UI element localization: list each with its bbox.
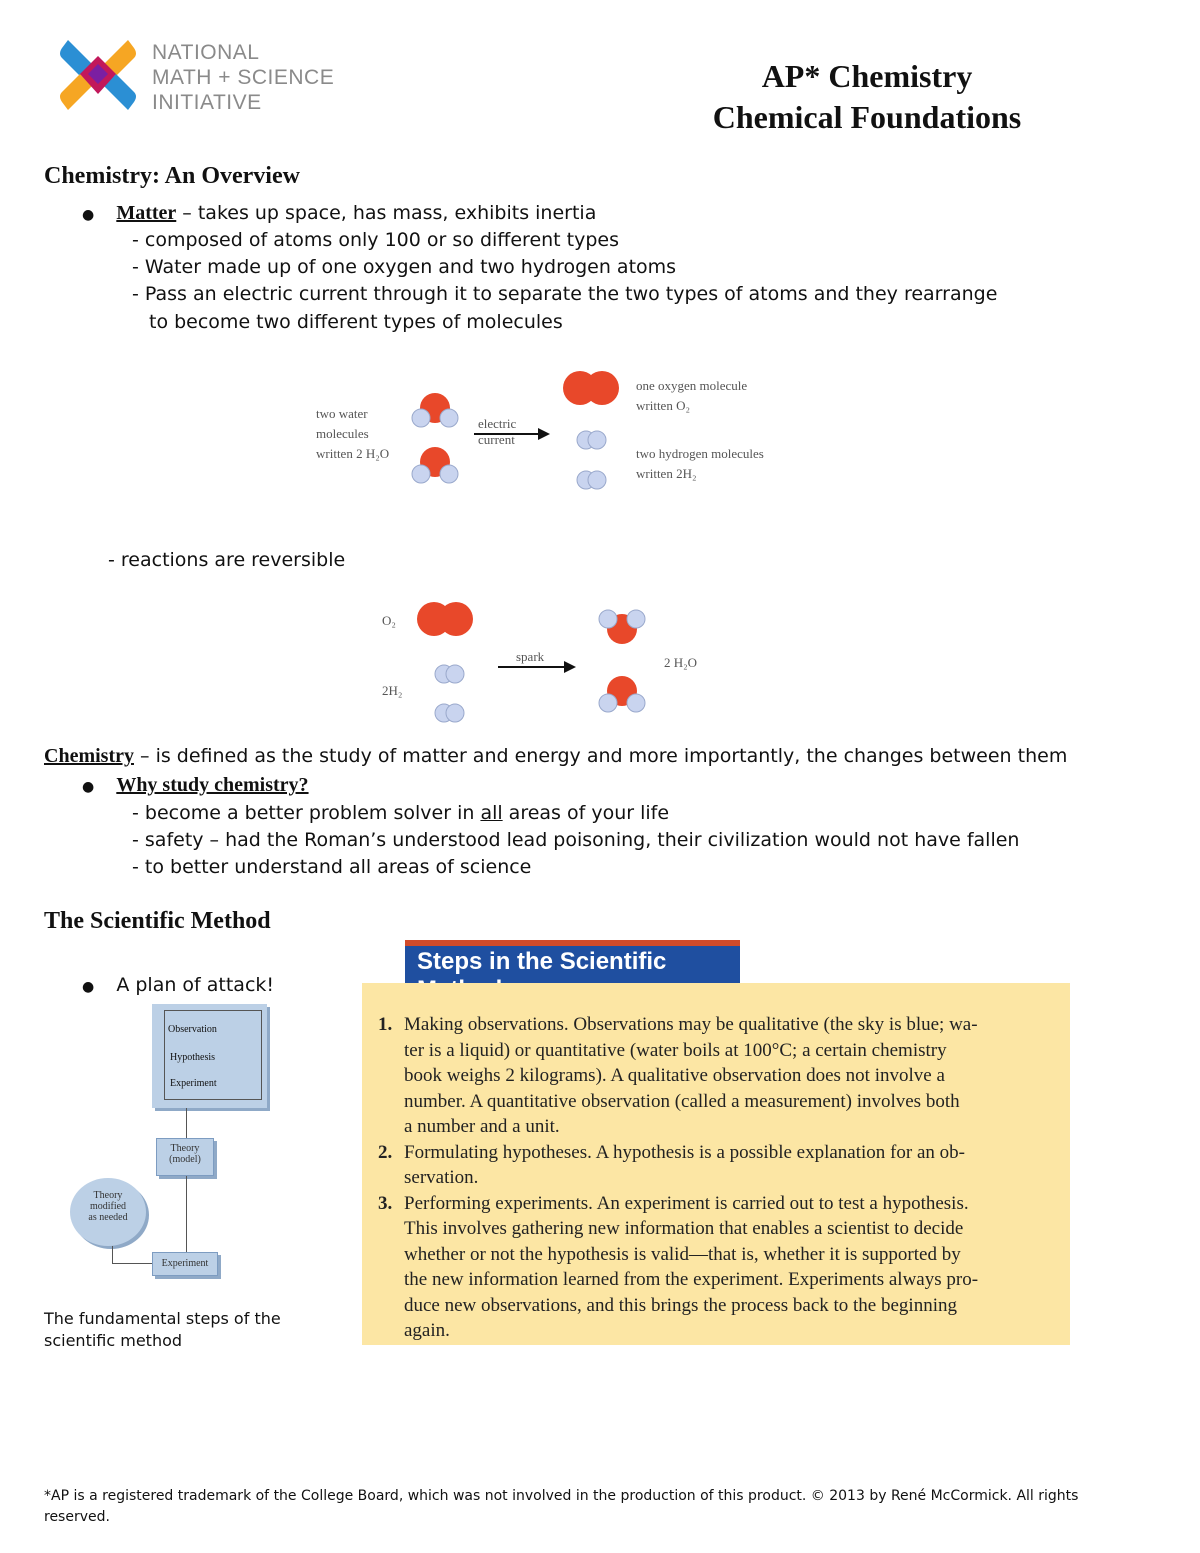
why-point-1-pre: - become a better problem solver in bbox=[132, 802, 481, 824]
steps-list bbox=[378, 1012, 1054, 1344]
step-line: the new information learned from the experiment. Experiments always pro- bbox=[404, 1269, 979, 1290]
footer-line-1: *AP is a registered trademark of the College Board, which was not involved in the production of this product. © 2013 by René McCormick. All rights bbox=[44, 1488, 1079, 1504]
fig1-right-top-line: one oxygen molecule bbox=[636, 378, 748, 393]
fig1-left-label-line: molecules bbox=[316, 426, 369, 441]
why-point-3: - to better understand all areas of science bbox=[132, 856, 532, 878]
fig1-arrow-label-line: current bbox=[478, 432, 515, 447]
electrolysis-figure bbox=[300, 360, 820, 500]
caption-line: scientific method bbox=[44, 1331, 183, 1350]
plan-of-attack-text: A plan of attack! bbox=[116, 974, 275, 996]
step-2 bbox=[378, 1140, 1054, 1191]
section-heading-method: The Scientific Method bbox=[44, 908, 271, 934]
flow-connector bbox=[186, 1108, 187, 1138]
step-line: Formulating hypotheses. A hypothesis is a possible explanation for an ob- bbox=[404, 1141, 965, 1163]
why-study-heading: Why study chemistry? bbox=[116, 774, 309, 796]
flow-experiment-top: Experiment bbox=[170, 1078, 217, 1089]
logo-line-1: NATIONAL bbox=[152, 41, 260, 64]
reversible-note: - reactions are reversible bbox=[108, 549, 346, 571]
logo-text bbox=[152, 40, 334, 115]
matter-definition: – takes up space, has mass, exhibits inertia bbox=[176, 202, 597, 224]
why-point-1-post: areas of your life bbox=[502, 802, 670, 824]
flow-theory-line: (model) bbox=[169, 1154, 201, 1165]
flow-modify-line: as needed bbox=[88, 1212, 128, 1223]
bullet-icon: ● bbox=[82, 979, 95, 995]
spark-reaction-figure bbox=[370, 595, 730, 725]
logo-line-3: INITIATIVE bbox=[152, 91, 262, 114]
bullet-icon: ● bbox=[82, 779, 95, 795]
why-point-2: - safety – had the Roman’s understood lead poisoning, their civilization would not have fallen bbox=[132, 829, 1020, 851]
flow-modify-line: modified bbox=[89, 1201, 127, 1212]
fig2-h2-label: 2H₂ bbox=[382, 683, 403, 698]
flow-modify-line: Theory bbox=[93, 1190, 123, 1201]
flow-theory-line: Theory bbox=[170, 1143, 200, 1154]
flow-observation: Observation bbox=[168, 1024, 217, 1035]
matter-point-3: - Pass an electric current through it to separate the two types of atoms and they rearrange bbox=[132, 283, 998, 305]
chemistry-term: Chemistry bbox=[44, 745, 134, 767]
nmsi-logo bbox=[58, 36, 138, 114]
water-molecules-icon bbox=[405, 378, 465, 493]
fig1-right-top-label bbox=[636, 376, 747, 416]
matter-bullet bbox=[82, 200, 596, 229]
fig1-right-bottom-label bbox=[636, 444, 764, 484]
logo-line-2: MATH + SCIENCE bbox=[152, 66, 335, 89]
step-line: Performing experiments. An experiment is carried out to test a hypothesis. bbox=[404, 1192, 969, 1214]
step-number: 3. bbox=[378, 1192, 393, 1214]
flow-connector bbox=[112, 1263, 152, 1264]
footer-note bbox=[44, 1486, 1154, 1528]
product-water-icon bbox=[594, 605, 654, 721]
fig2-o2-label: O₂ bbox=[382, 613, 396, 628]
step-line: book weighs 2 kilograms). A qualitative observation does not involve a bbox=[404, 1065, 945, 1086]
fig1-arrow-label-line: electric bbox=[478, 416, 517, 431]
footer-line-2: reserved. bbox=[44, 1509, 110, 1525]
fig1-left-label-line: written 2 H₂O bbox=[316, 446, 390, 461]
step-number: 2. bbox=[378, 1141, 393, 1163]
flow-connector bbox=[112, 1246, 113, 1264]
step-line: duce new observations, and this brings the process back to the beginning bbox=[404, 1294, 957, 1316]
step-line: Making observations. Observations may be qualitative (the sky is blue; wa- bbox=[404, 1014, 978, 1035]
arrow-right-icon bbox=[496, 659, 578, 675]
flow-experiment-bottom: Experiment bbox=[152, 1252, 218, 1276]
fig1-right-top-line: written O₂ bbox=[636, 398, 690, 413]
step-3 bbox=[378, 1191, 1054, 1344]
fig1-right-bottom-line: written 2H₂ bbox=[636, 466, 697, 481]
title-line-1: AP* Chemistry bbox=[761, 58, 973, 94]
flow-theory bbox=[156, 1138, 214, 1176]
chemistry-def-text: – is defined as the study of matter and energy and more importantly, the changes between them bbox=[133, 745, 1068, 767]
why-study-bullet bbox=[82, 772, 309, 801]
fig1-left-label bbox=[316, 404, 389, 464]
plan-of-attack-bullet bbox=[82, 972, 274, 1001]
why-point-1-underlined: all bbox=[480, 802, 503, 824]
fig2-arrow-label: spark bbox=[516, 649, 545, 664]
step-number: 1. bbox=[378, 1014, 393, 1035]
flow-theory-modified bbox=[70, 1178, 146, 1246]
logo-mark-icon bbox=[58, 36, 138, 114]
fig1-left-label-line: two water bbox=[316, 406, 368, 421]
steps-box-title: Steps in the Scientific bbox=[405, 940, 740, 984]
fig2-product-label: 2 H₂O bbox=[664, 655, 698, 670]
step-line: This involves gathering new information that enables a scientist to decide bbox=[404, 1218, 964, 1239]
flow-connector bbox=[186, 1176, 187, 1252]
arrow-right-icon bbox=[472, 426, 552, 442]
step-line: a number and a unit. bbox=[404, 1116, 560, 1137]
matter-term: Matter bbox=[116, 202, 177, 224]
fig1-right-bottom-line: two hydrogen molecules bbox=[636, 446, 764, 461]
step-line: whether or not the hypothesis is valid—that is, whether it is supported by bbox=[404, 1243, 961, 1265]
step-1 bbox=[378, 1012, 1054, 1140]
step-line: number. A quantitative observation (called a measurement) involves both bbox=[404, 1090, 960, 1112]
matter-point-2: - Water made up of one oxygen and two hydrogen atoms bbox=[132, 256, 677, 278]
method-flowchart bbox=[60, 1004, 280, 1284]
caption-line: The fundamental steps of the bbox=[44, 1309, 281, 1328]
bullet-icon: ● bbox=[82, 207, 95, 223]
section-heading-overview: Chemistry: An Overview bbox=[44, 163, 300, 189]
document-title bbox=[660, 56, 1074, 138]
step-line: ter is a liquid) or quantitative (water boils at 100°C; a certain chemistry bbox=[404, 1039, 947, 1061]
flow-hypothesis: Hypothesis bbox=[170, 1052, 215, 1063]
chemistry-definition bbox=[44, 743, 1067, 770]
step-line: again. bbox=[404, 1320, 450, 1341]
title-line-2: Chemical Foundations bbox=[712, 99, 1022, 135]
reactant-molecules-icon bbox=[414, 599, 484, 725]
step-line: servation. bbox=[404, 1167, 479, 1188]
matter-point-1: - composed of atoms only 100 or so different types bbox=[132, 229, 620, 251]
product-molecules-icon bbox=[558, 366, 628, 496]
flowchart-caption bbox=[44, 1308, 281, 1352]
matter-point-4: to become two different types of molecules bbox=[149, 311, 563, 333]
why-point-1 bbox=[132, 800, 669, 827]
